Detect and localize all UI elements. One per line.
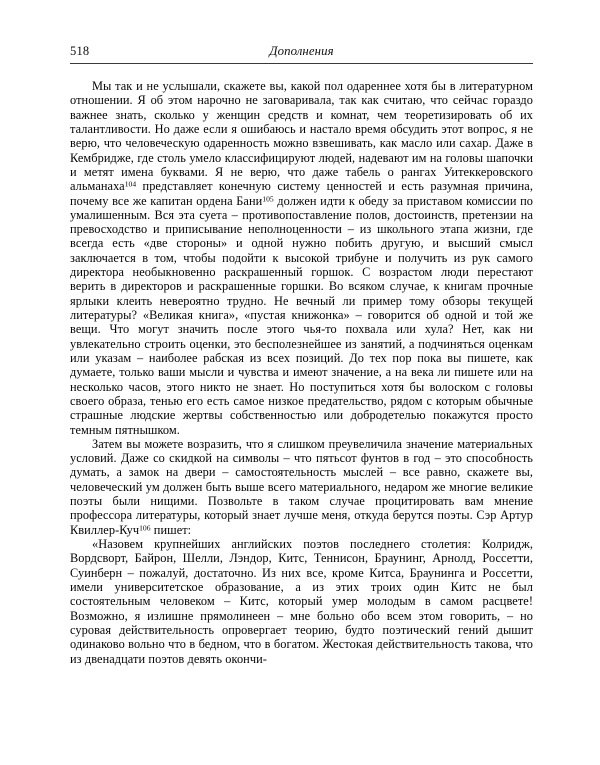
text-block — [70, 79, 533, 666]
header-rule — [70, 63, 533, 64]
paragraph: Затем вы можете возразить, что я слишком преувеличила значение материальных условий. Даже со скидкой на символы – что пятьсот фунтов в год – это способность думать, а замок на двери – самостоятельность мыслей – все равно, скажете вы, человеческий ум должен быть выше всего материального, недаром же многие великие поэты были нищими. Позвольте в таком случае процитировать вам мнение профессора литературы, который знает лучше меня, откуда берутся поэты. Сэр Артур Квиллер-Куч$^{106}$ пишет: — [70, 436, 533, 537]
footnote-marker: 106 — [139, 523, 151, 533]
footnote-marker: 104 — [124, 179, 137, 189]
paragraph-quotation: «Назовем крупнейших английских поэтов последнего столетия: Колридж, Вордсворт, Байрон, Шелли, Лэндор, Китс, Теннисон, Браунинг, Арнолд, Россетти, Суинберн – пожалуй, достаточно. Из них все, кроме Китса, Браунинга и Россетти, имели университетское образование, а из этих троих один Китс не был состоятельным человеком – Китс, который умер молодым в самом расцвете! Возможно, я излишне прямолинеен – мне больно обо всем этом говорить, – но суровая действительность опровергает теорию, будто поэтический гений дышит одинаково вольно что в бедном, что в богатом. Жестокая действительность такова, что из двенадцати поэтов девять окончи- — [70, 537, 533, 666]
paragraph: Мы так и не услышали, скажете вы, какой пол одареннее хотя бы в литературном отношении. Я об этом нарочно не заговаривала, так как считаю, что сейчас гораздо важнее знать, сколько у женщин средств и комнат, чем теоретизировать об их талантливости. Но даже если я ошибаюсь и настало время обсудить этот вопрос, я не верю, что человеческую одаренность можно взвешивать, как масло или сахар. Даже в Кембридже, где столь умело классифицируют людей, надевают им на головы шапочки и метят имена буквами. Я не верю, что даже табель о рангах Уитеккеровского альманаха$^{104}$ представляет конечную систему ценностей и есть разумная причина, почему все же капитан ордена Бани$^{105}$ должен идти к обеду за приставом комиссии по умалишенным. Вся эта суета – противопоставление полов, достоинств, претензии на превосходство и приписывание неполноценности – из школьного этапа жизни, где всегда есть «две стороны» и одной нужно побить другую, и высший смысл заключается в том, чтобы подойти к высокой трибуне и получить из рук самого директора необыкновенно раскрашенный горшок. С возрастом люди перестают верить в директоров и раскрашенные горшки. Во всяком случае, к книгам прочные ярлыки клеить невероятно трудно. Не вечный ли пример тому обзоры текущей литературы? «Великая книга», «пустая книжонка» – говорится об одной и той же вещи. Что могут значить после этого чья-то похвала или хула? Нет, как ни увлекательно строить оценки, это бесполезнейшее из занятий, а подчиняться оценкам или указам – наиболее рабская из всех позиций. До тех пор пока вы пишете, как думаете, только ваши мысли и чувства и имеют значение, а на века ли пишете или на несколько часов, этого никто не знает. Но поступиться хотя бы волоском с головы своего образа, тенью его есть самое низкое предательство, рядом с которым обычные страшные людские жертвы собственностью или добродетелью покажутся просто темным пятнышком. — [70, 79, 533, 437]
footnote-marker: 105 — [262, 194, 274, 204]
running-head — [70, 44, 533, 64]
running-title: Дополнения — [269, 44, 334, 58]
page-number: 518 — [70, 44, 90, 58]
